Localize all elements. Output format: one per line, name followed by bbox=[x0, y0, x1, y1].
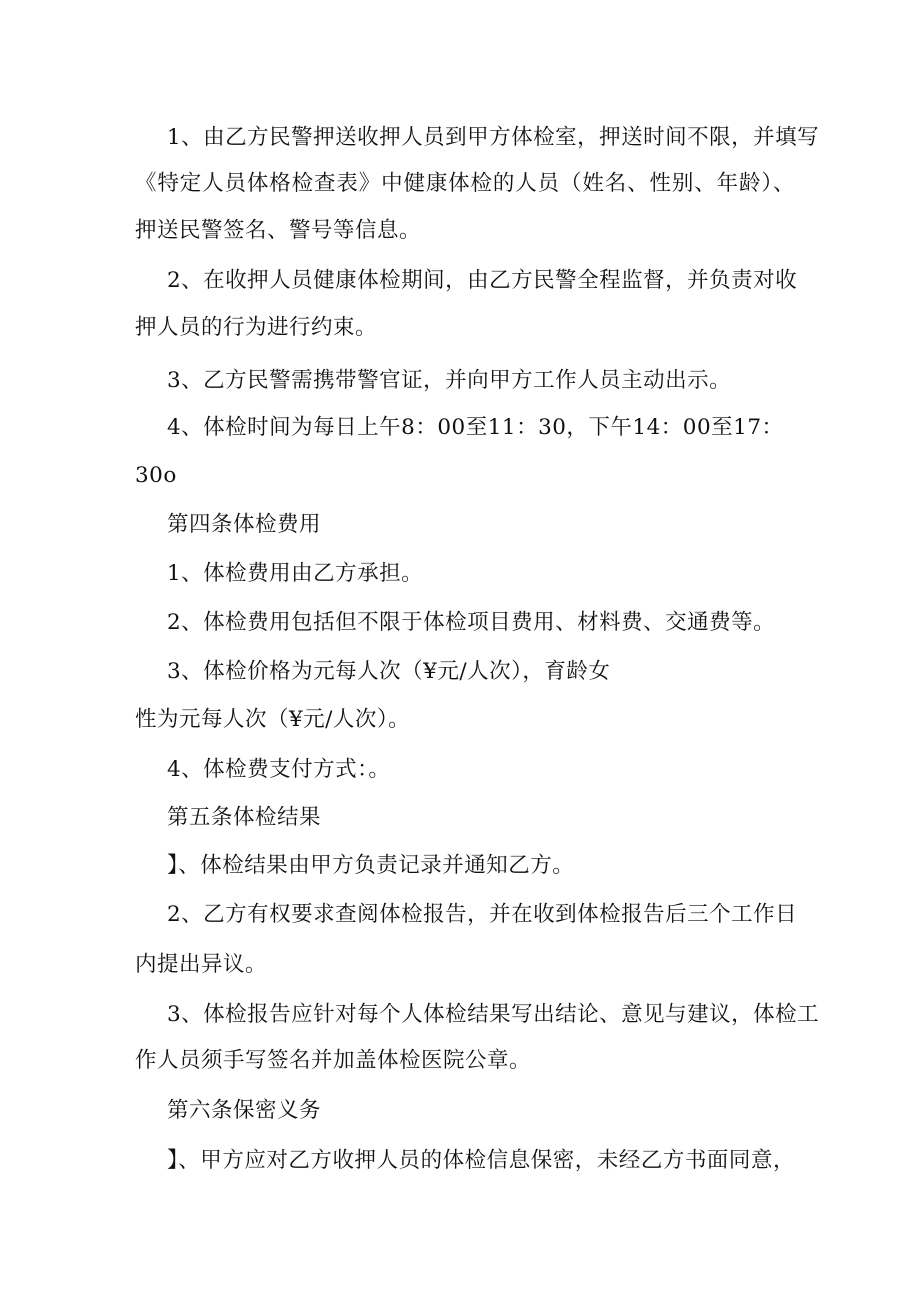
text-line: 4、体检费支付方式：。 bbox=[167, 757, 391, 782]
text-line: 《特定人员体格检查表》中健康体检的人员（姓名、性别、年龄）、 bbox=[135, 171, 795, 196]
text-line: 2、在收押人员健康体检期间，由乙方民警全程监督，并负责对收 bbox=[167, 268, 798, 293]
text-line: 性为元每人次（¥元/人次）。 bbox=[135, 707, 411, 732]
text-line: 】、体检结果由甲方负责记录并通知乙方。 bbox=[167, 853, 575, 878]
section-heading: 第五条体检结果 bbox=[167, 805, 322, 830]
text-line: 30o bbox=[135, 463, 177, 488]
section-heading: 第四条体检费用 bbox=[167, 512, 322, 537]
text-line: 押送民警签名、警号等信息。 bbox=[135, 218, 422, 243]
text-line: 4、体检时间为每日上午8：00至11：30，下午14：00至17： bbox=[167, 415, 784, 440]
section-heading: 第六条保密义务 bbox=[167, 1098, 322, 1123]
text-line: 1、由乙方民警押送收押人员到甲方体检室，押送时间不限，并填写 bbox=[167, 125, 820, 150]
text-line: 2、乙方有权要求查阅体检报告，并在收到体检报告后三个工作日 bbox=[167, 902, 798, 927]
text-line: 3、乙方民警需携带警官证，并向甲方工作人员主动出示。 bbox=[167, 368, 732, 393]
text-line: 2、体检费用包括但不限于体检项目费用、材料费、交通费等。 bbox=[167, 610, 776, 635]
text-line: 】、甲方应对乙方收押人员的体检信息保密，未经乙方书面同意， bbox=[167, 1148, 795, 1173]
text-line: 3、体检报告应针对每个人体检结果写出结论、意见与建议，体检工 bbox=[167, 1002, 820, 1027]
text-line: 内提出异议。 bbox=[135, 952, 268, 977]
text-line: 作人员须手写签名并加盖体检医院公章。 bbox=[135, 1048, 532, 1073]
text-line: 1、体检费用由乙方承担。 bbox=[167, 561, 424, 586]
text-line: 押人员的行为进行约束。 bbox=[135, 315, 378, 340]
text-line: 3、体检价格为元每人次（¥元/人次），育龄女 bbox=[167, 659, 611, 684]
